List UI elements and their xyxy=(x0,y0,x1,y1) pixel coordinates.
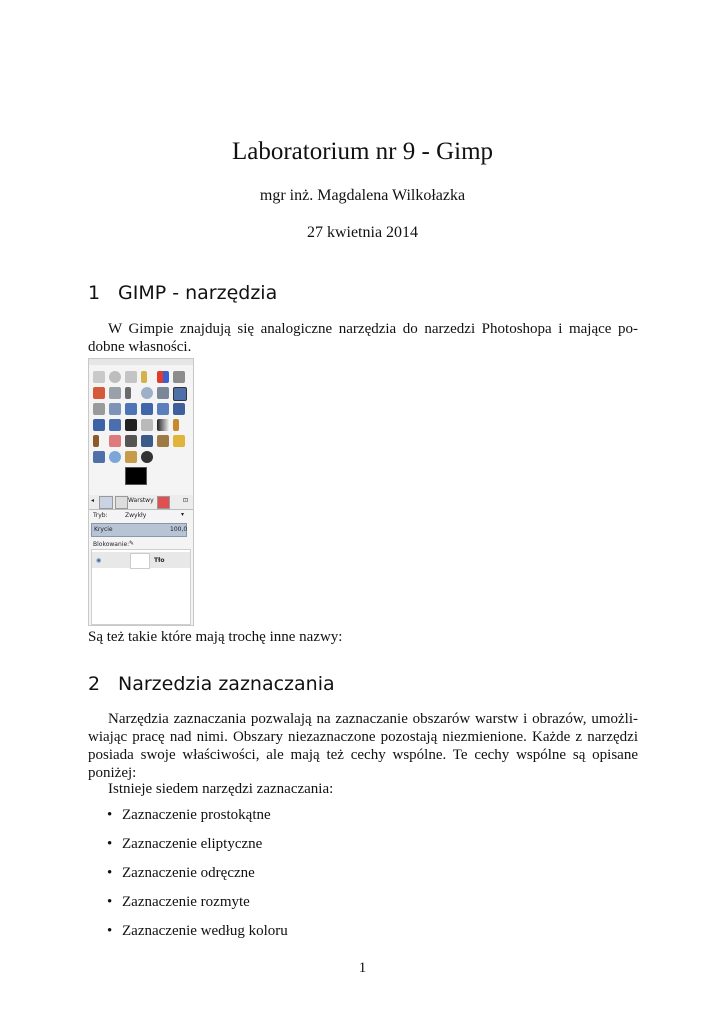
document-title: Laboratorium nr 9 - Gimp xyxy=(231,138,494,165)
text-icon xyxy=(125,419,137,431)
list-item: • Zaznaczenie prostokątne xyxy=(107,807,271,823)
document-author: mgr inż. Magdalena Wilkołazka xyxy=(259,187,466,204)
heal-icon xyxy=(173,435,185,447)
section-1-title: GIMP - narzędzia xyxy=(118,282,278,304)
color-picker-icon xyxy=(125,387,131,399)
paintbrush-icon xyxy=(93,435,99,447)
bucket-fill-icon xyxy=(141,419,153,431)
rect-select-icon xyxy=(93,371,105,383)
perspective-icon xyxy=(173,403,185,415)
section-1-after-image: Są też takie które mają trochę inne nazwy: xyxy=(88,629,343,645)
scissors-icon xyxy=(173,371,185,383)
tab-layers-label: Warstwy xyxy=(128,497,154,504)
perspective-clone-icon xyxy=(93,451,105,463)
zoom-icon xyxy=(141,387,153,399)
shear-icon xyxy=(157,403,169,415)
bullet-icon: • xyxy=(107,923,113,939)
foreground-color-swatch xyxy=(125,467,147,485)
rotate-icon xyxy=(125,403,137,415)
dodge-burn-icon xyxy=(141,451,153,463)
eraser-icon xyxy=(109,435,121,447)
ellipse-select-icon xyxy=(109,371,121,383)
bullet-icon: • xyxy=(107,894,113,910)
list-item: • Zaznaczenie według koloru xyxy=(107,923,288,939)
list-item: • Zaznaczenie eliptyczne xyxy=(107,836,263,852)
section-1-heading xyxy=(88,282,277,304)
section-2-paragraph-line-1: Narzędzia zaznaczania pozwalają na zaznaczanie obszarów warstw i obrazów, umożli- xyxy=(108,711,638,727)
measure-icon xyxy=(157,387,169,399)
gimp-toolbox-image xyxy=(88,358,194,626)
free-select-icon xyxy=(125,371,137,383)
bullet-icon: • xyxy=(107,865,113,881)
flip-icon xyxy=(93,419,105,431)
page-number: 1 xyxy=(358,960,367,976)
mode-dropdown-icon: ▾ xyxy=(181,511,185,518)
dock-tab-bar xyxy=(89,495,193,510)
opacity-slider xyxy=(91,523,187,537)
paths-icon xyxy=(109,387,121,399)
document-date: 27 kwietnia 2014 xyxy=(306,224,419,241)
section-2-paragraph-line-4: poniżej: xyxy=(88,765,137,781)
color-select-icon xyxy=(157,371,169,383)
blur-icon xyxy=(109,451,121,463)
fuzzy-select-icon xyxy=(141,371,147,383)
lock-label: Blokowanie: xyxy=(93,541,130,548)
section-1-paragraph-line-2: dobne własności. xyxy=(88,339,192,355)
opacity-label: Krycie xyxy=(94,526,113,533)
align-icon xyxy=(93,403,105,415)
layer-thumbnail xyxy=(130,553,150,569)
opacity-value: 100,0 xyxy=(170,526,188,533)
mode-label: Tryb: xyxy=(93,512,108,519)
layer-list xyxy=(91,549,191,625)
section-2-paragraph-line-2: wiając pracę nad nimi. Obszary niezaznaczone pozostają niezmienione. Każde z narzędzi xyxy=(88,729,638,745)
section-2-number: 2 xyxy=(88,673,101,695)
section-2-paragraph-line-3: posiada swoje właściwości, ale mają też cechy wspólne. Te cechy wspólne są opisane xyxy=(88,747,638,763)
pencil-icon xyxy=(173,419,179,431)
mode-value: Zwykły xyxy=(125,512,147,519)
list-item: • Zaznaczenie odręczne xyxy=(107,865,255,881)
smudge-icon xyxy=(125,451,137,463)
bullet-icon: • xyxy=(107,836,113,852)
eye-icon: ◉ xyxy=(96,557,102,564)
tab-left-arrow-icon: ◂ xyxy=(91,497,95,504)
layers-tab-icon xyxy=(115,496,128,509)
section-1-paragraph-line-1: W Gimpie znajdują się analogiczne narzędzia do narzedzi Photoshopa i mające po- xyxy=(108,321,638,337)
layer-name: Tło xyxy=(154,557,165,564)
section-2-paragraph-2: Istnieje siedem narzędzi zaznaczania: xyxy=(108,781,334,797)
move-icon xyxy=(173,387,187,401)
crop-icon xyxy=(109,403,121,415)
ink-icon xyxy=(141,435,153,447)
tab-menu-icon: ⊡ xyxy=(183,497,189,504)
list-item: • Zaznaczenie rozmyte xyxy=(107,894,250,910)
section-2-title: Narzedzia zaznaczania xyxy=(118,673,335,695)
channels-tab-icon xyxy=(157,496,170,509)
bullet-icon: • xyxy=(107,807,113,823)
lock-brush-icon: ✎ xyxy=(129,540,135,547)
scale-icon xyxy=(141,403,153,415)
airbrush-icon xyxy=(125,435,137,447)
layer-row xyxy=(92,552,190,568)
blend-icon xyxy=(157,419,169,431)
cage-icon xyxy=(109,419,121,431)
clone-icon xyxy=(157,435,169,447)
section-2-heading xyxy=(88,673,335,695)
toolbox-top-strip xyxy=(89,359,193,365)
section-1-number: 1 xyxy=(88,282,101,304)
tool-options-tab-icon xyxy=(99,496,113,509)
color-swatches xyxy=(125,467,155,495)
foreground-select-icon xyxy=(93,387,105,399)
